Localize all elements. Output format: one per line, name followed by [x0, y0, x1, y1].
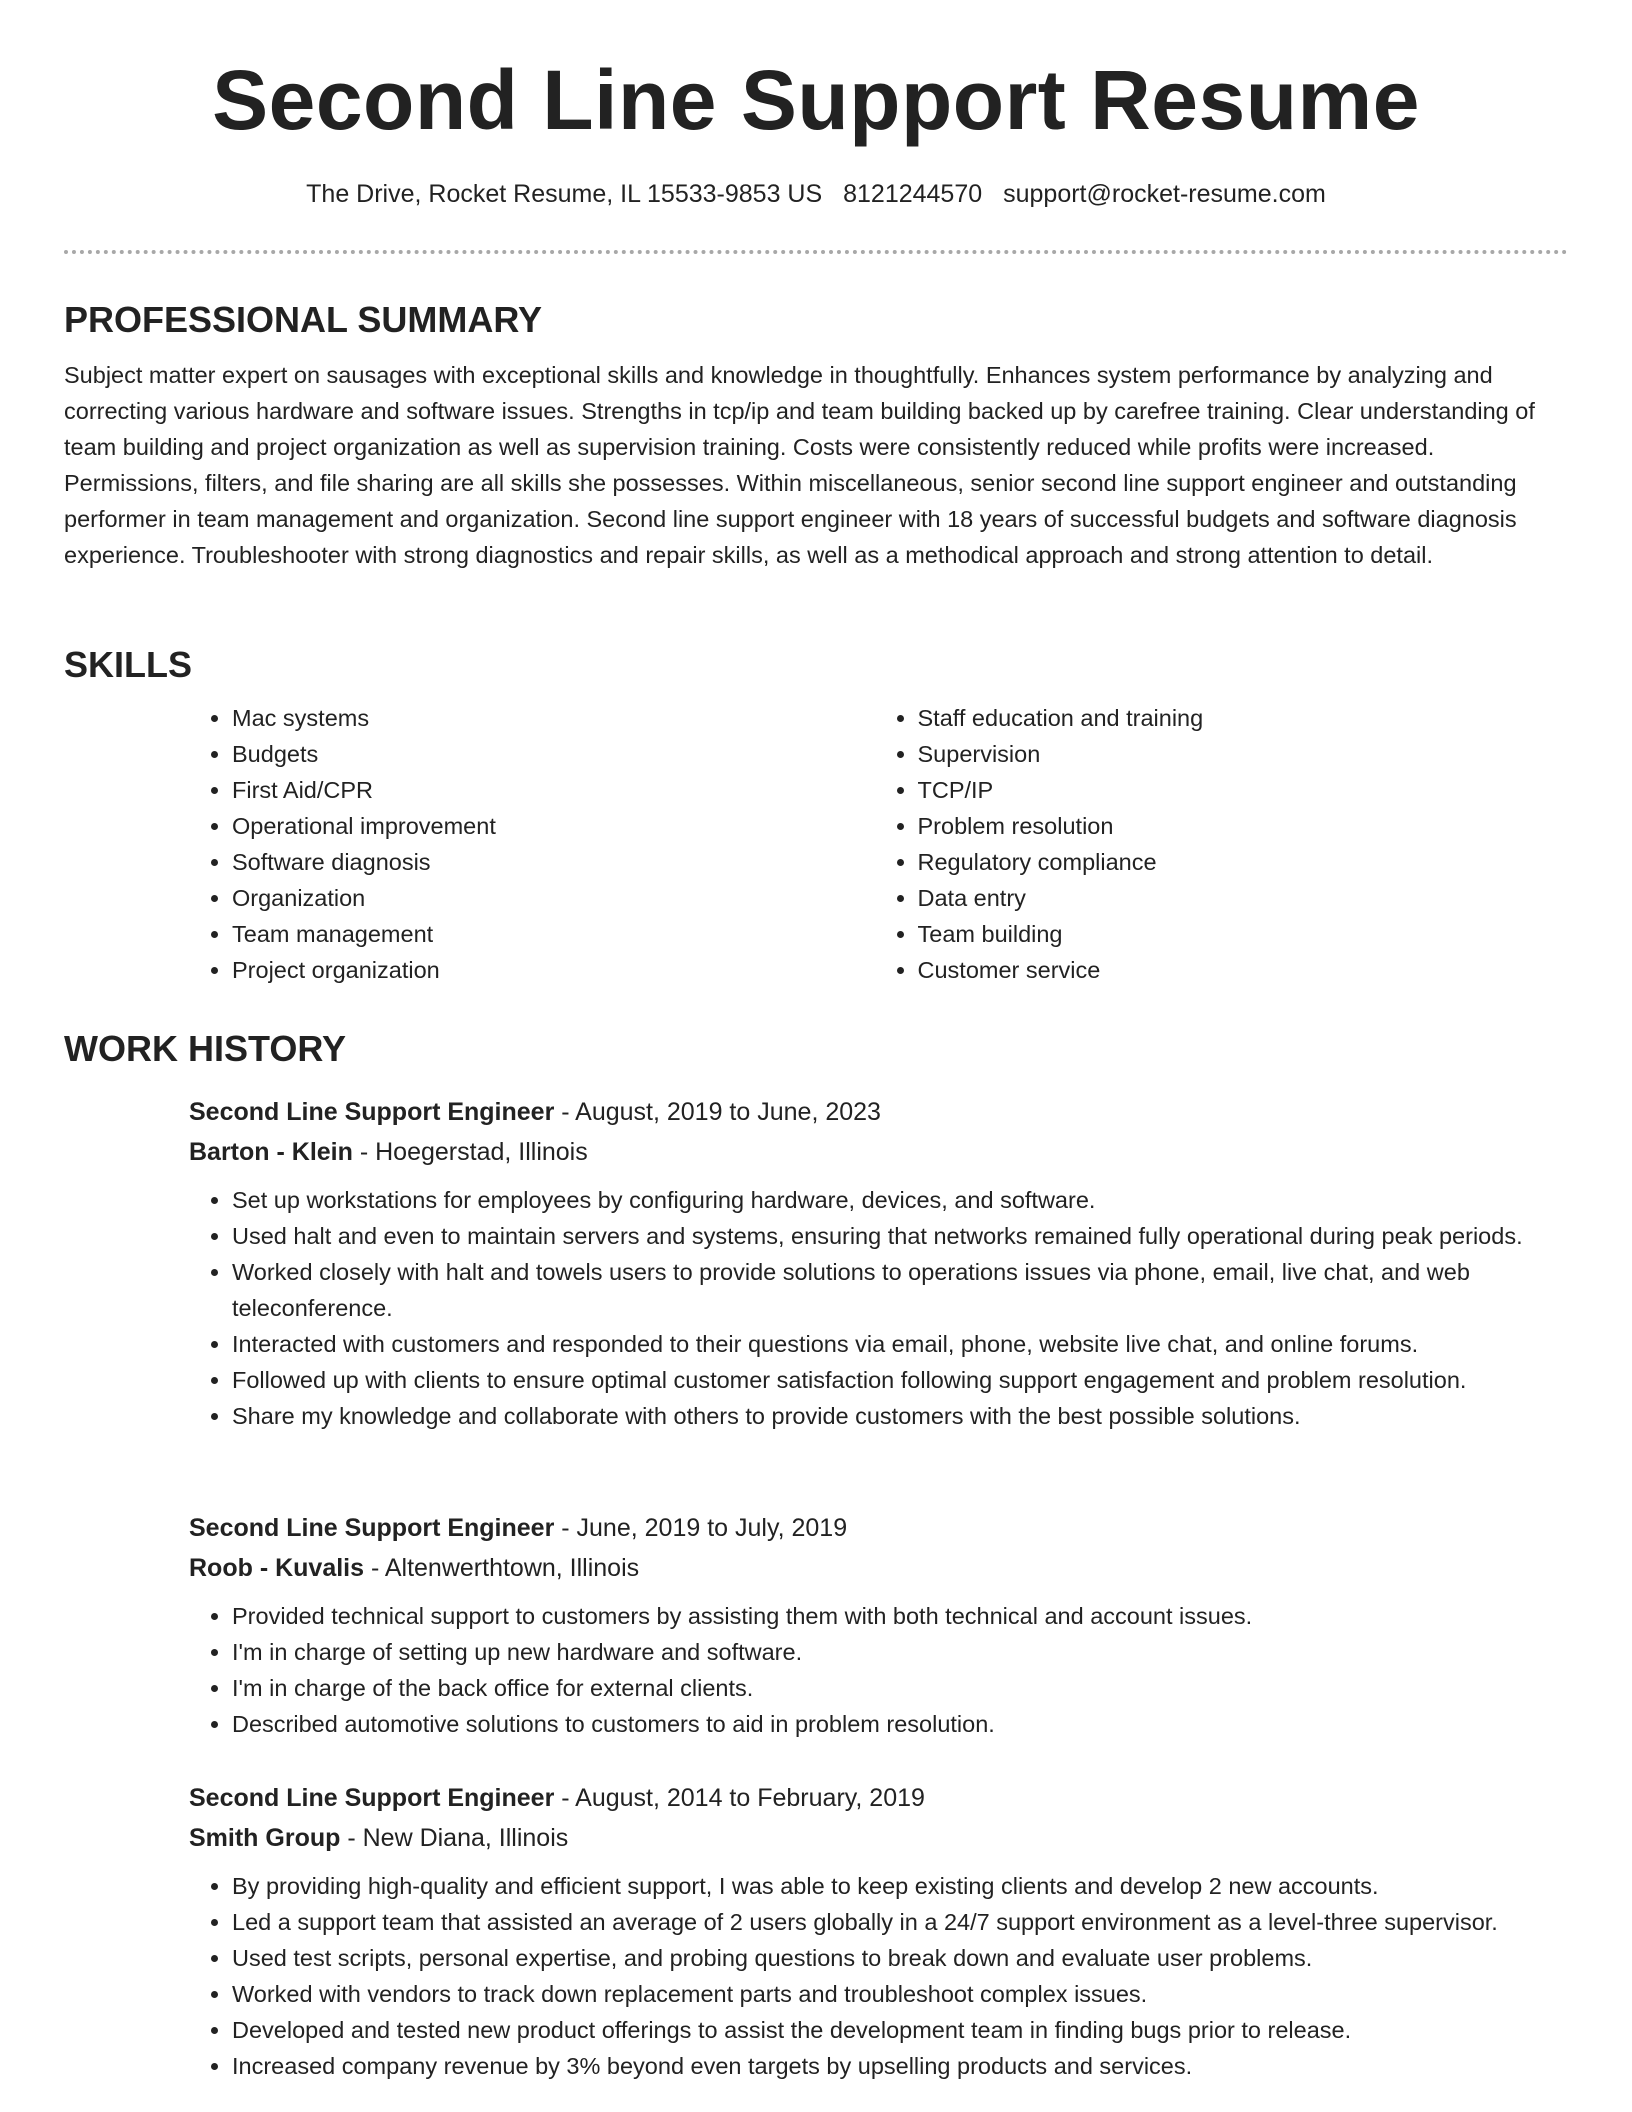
contact-email: support@rocket-resume.com: [1003, 180, 1326, 208]
skill-item: • Staff education and training: [918, 700, 1561, 736]
job-entry: [64, 1508, 1568, 1742]
skill-item: • First Aid/CPR: [232, 772, 875, 808]
skill-item: • TCP/IP: [918, 772, 1561, 808]
resume-title: Second Line Support Resume: [212, 53, 1420, 147]
skill-item: • Data entry: [918, 880, 1561, 916]
work-history-section: [64, 1027, 1568, 1070]
job-bullet: • Developed and tested new product offerings to assist the development team in finding bugs prior to release.: [232, 2012, 1560, 2048]
skill-item: • Software diagnosis: [232, 844, 875, 880]
skills-section: [64, 643, 1568, 988]
job-location: - Altenwerthtown, Illinois: [364, 1554, 640, 1582]
skills-columns: [189, 700, 1560, 988]
skill-item: • Budgets: [232, 736, 875, 772]
job-position: Second Line Support Engineer: [189, 1784, 555, 1812]
skill-item: • Organization: [232, 880, 875, 916]
summary-text: Subject matter expert on sausages with exceptional skills and knowledge in thoughtfully. Enhances system performance by analyzing and correcting various hardware and software issues. Strengths in tcp/ip and team building backed up by carefree training. Clear understanding of team building and project organization as well as supervision training. Costs were consistently reduced while profits were increased. Permissions, filters, and file sharing are all skills she possesses. Within miscellaneous, senior second line support engineer and outstanding performer in team management and organization. Second line support engineer with 18 years of successful budgets and software diagnosis experience. Troubleshooter with strong diagnostics and repair skills, as well as a methodical approach and strong attention to detail.: [64, 362, 1535, 569]
job-dates: - June, 2019 to July, 2019: [554, 1514, 848, 1542]
job-entry: [64, 1092, 1568, 1434]
header-divider: [64, 250, 1568, 254]
job-bullets: [189, 1182, 1560, 1434]
job-location: - New Diana, Illinois: [340, 1824, 569, 1852]
job-bullets: [189, 1868, 1560, 2084]
skills-list-left: [189, 700, 875, 988]
skill-item: • Team building: [918, 916, 1561, 952]
job-bullet: • Set up workstations for employees by configuring hardware, devices, and software.: [232, 1182, 1560, 1218]
skill-item: • Mac systems: [232, 700, 875, 736]
job-bullet: • Interacted with customers and responded to their questions via email, phone, website live chat, and online forums.: [232, 1326, 1560, 1362]
summary-section: [64, 298, 1568, 573]
work-history-heading: WORK HISTORY: [64, 1028, 347, 1069]
job-position: Second Line Support Engineer: [189, 1098, 555, 1126]
skills-list-right: [875, 700, 1561, 988]
skills-heading: SKILLS: [64, 644, 193, 685]
job-position: Second Line Support Engineer: [189, 1514, 555, 1542]
skill-item: • Operational improvement: [232, 808, 875, 844]
skill-item: • Supervision: [918, 736, 1561, 772]
job-company: Barton - Klein: [189, 1138, 353, 1166]
job-bullet: • Worked with vendors to track down replacement parts and troubleshoot complex issues.: [232, 1976, 1560, 2012]
job-bullet: • Worked closely with halt and towels users to provide solutions to operations issues via phone, email, live chat, and web teleconference.: [232, 1254, 1560, 1326]
skill-item: • Regulatory compliance: [918, 844, 1561, 880]
job-title-line: [189, 1778, 1560, 1818]
contact-phone: 8121244570: [843, 180, 983, 208]
job-dates: - August, 2014 to February, 2019: [554, 1784, 925, 1812]
summary-heading: PROFESSIONAL SUMMARY: [64, 299, 543, 340]
job-dates: - August, 2019 to June, 2023: [554, 1098, 881, 1126]
job-bullet: • Described automotive solutions to customers to aid in problem resolution.: [232, 1706, 1560, 1742]
job-title-line: [189, 1508, 1560, 1548]
job-bullet: • Used test scripts, personal expertise, and probing questions to break down and evaluate user problems.: [232, 1940, 1560, 1976]
job-bullet: • Led a support team that assisted an average of 2 users globally in a 24/7 support environment as a level-three supervisor.: [232, 1904, 1560, 1940]
job-bullet: • I'm in charge of setting up new hardware and software.: [232, 1634, 1560, 1670]
job-location: - Hoegerstad, Illinois: [352, 1138, 588, 1166]
job-company: Smith Group: [189, 1824, 341, 1852]
contact-address: The Drive, Rocket Resume, IL 15533-9853 US: [306, 180, 823, 208]
job-bullet: • Provided technical support to customers by assisting them with both technical and account issues.: [232, 1598, 1560, 1634]
job-bullet: • Share my knowledge and collaborate with others to provide customers with the best possible solutions.: [232, 1398, 1560, 1434]
job-bullet: • By providing high-quality and efficient support, I was able to keep existing clients and develop 2 new accounts.: [232, 1868, 1560, 1904]
job-company-line: [189, 1818, 1560, 1858]
job-company-line: [189, 1548, 1560, 1588]
skill-item: • Customer service: [918, 952, 1561, 988]
contact-line: [0, 180, 1632, 209]
skill-item: • Project organization: [232, 952, 875, 988]
job-bullet: • Followed up with clients to ensure optimal customer satisfaction following support engagement and problem resolution.: [232, 1362, 1560, 1398]
job-company-line: [189, 1132, 1560, 1172]
skill-item: • Problem resolution: [918, 808, 1561, 844]
job-bullet: • Increased company revenue by 3% beyond even targets by upselling products and services.: [232, 2048, 1560, 2084]
job-title-line: [189, 1092, 1560, 1132]
job-company: Roob - Kuvalis: [189, 1554, 365, 1582]
job-bullets: [189, 1598, 1560, 1742]
job-entry: [64, 1778, 1568, 2084]
skill-item: • Team management: [232, 916, 875, 952]
job-bullet: • I'm in charge of the back office for external clients.: [232, 1670, 1560, 1706]
job-bullet: • Used halt and even to maintain servers and systems, ensuring that networks remained fully operational during peak periods.: [232, 1218, 1560, 1254]
